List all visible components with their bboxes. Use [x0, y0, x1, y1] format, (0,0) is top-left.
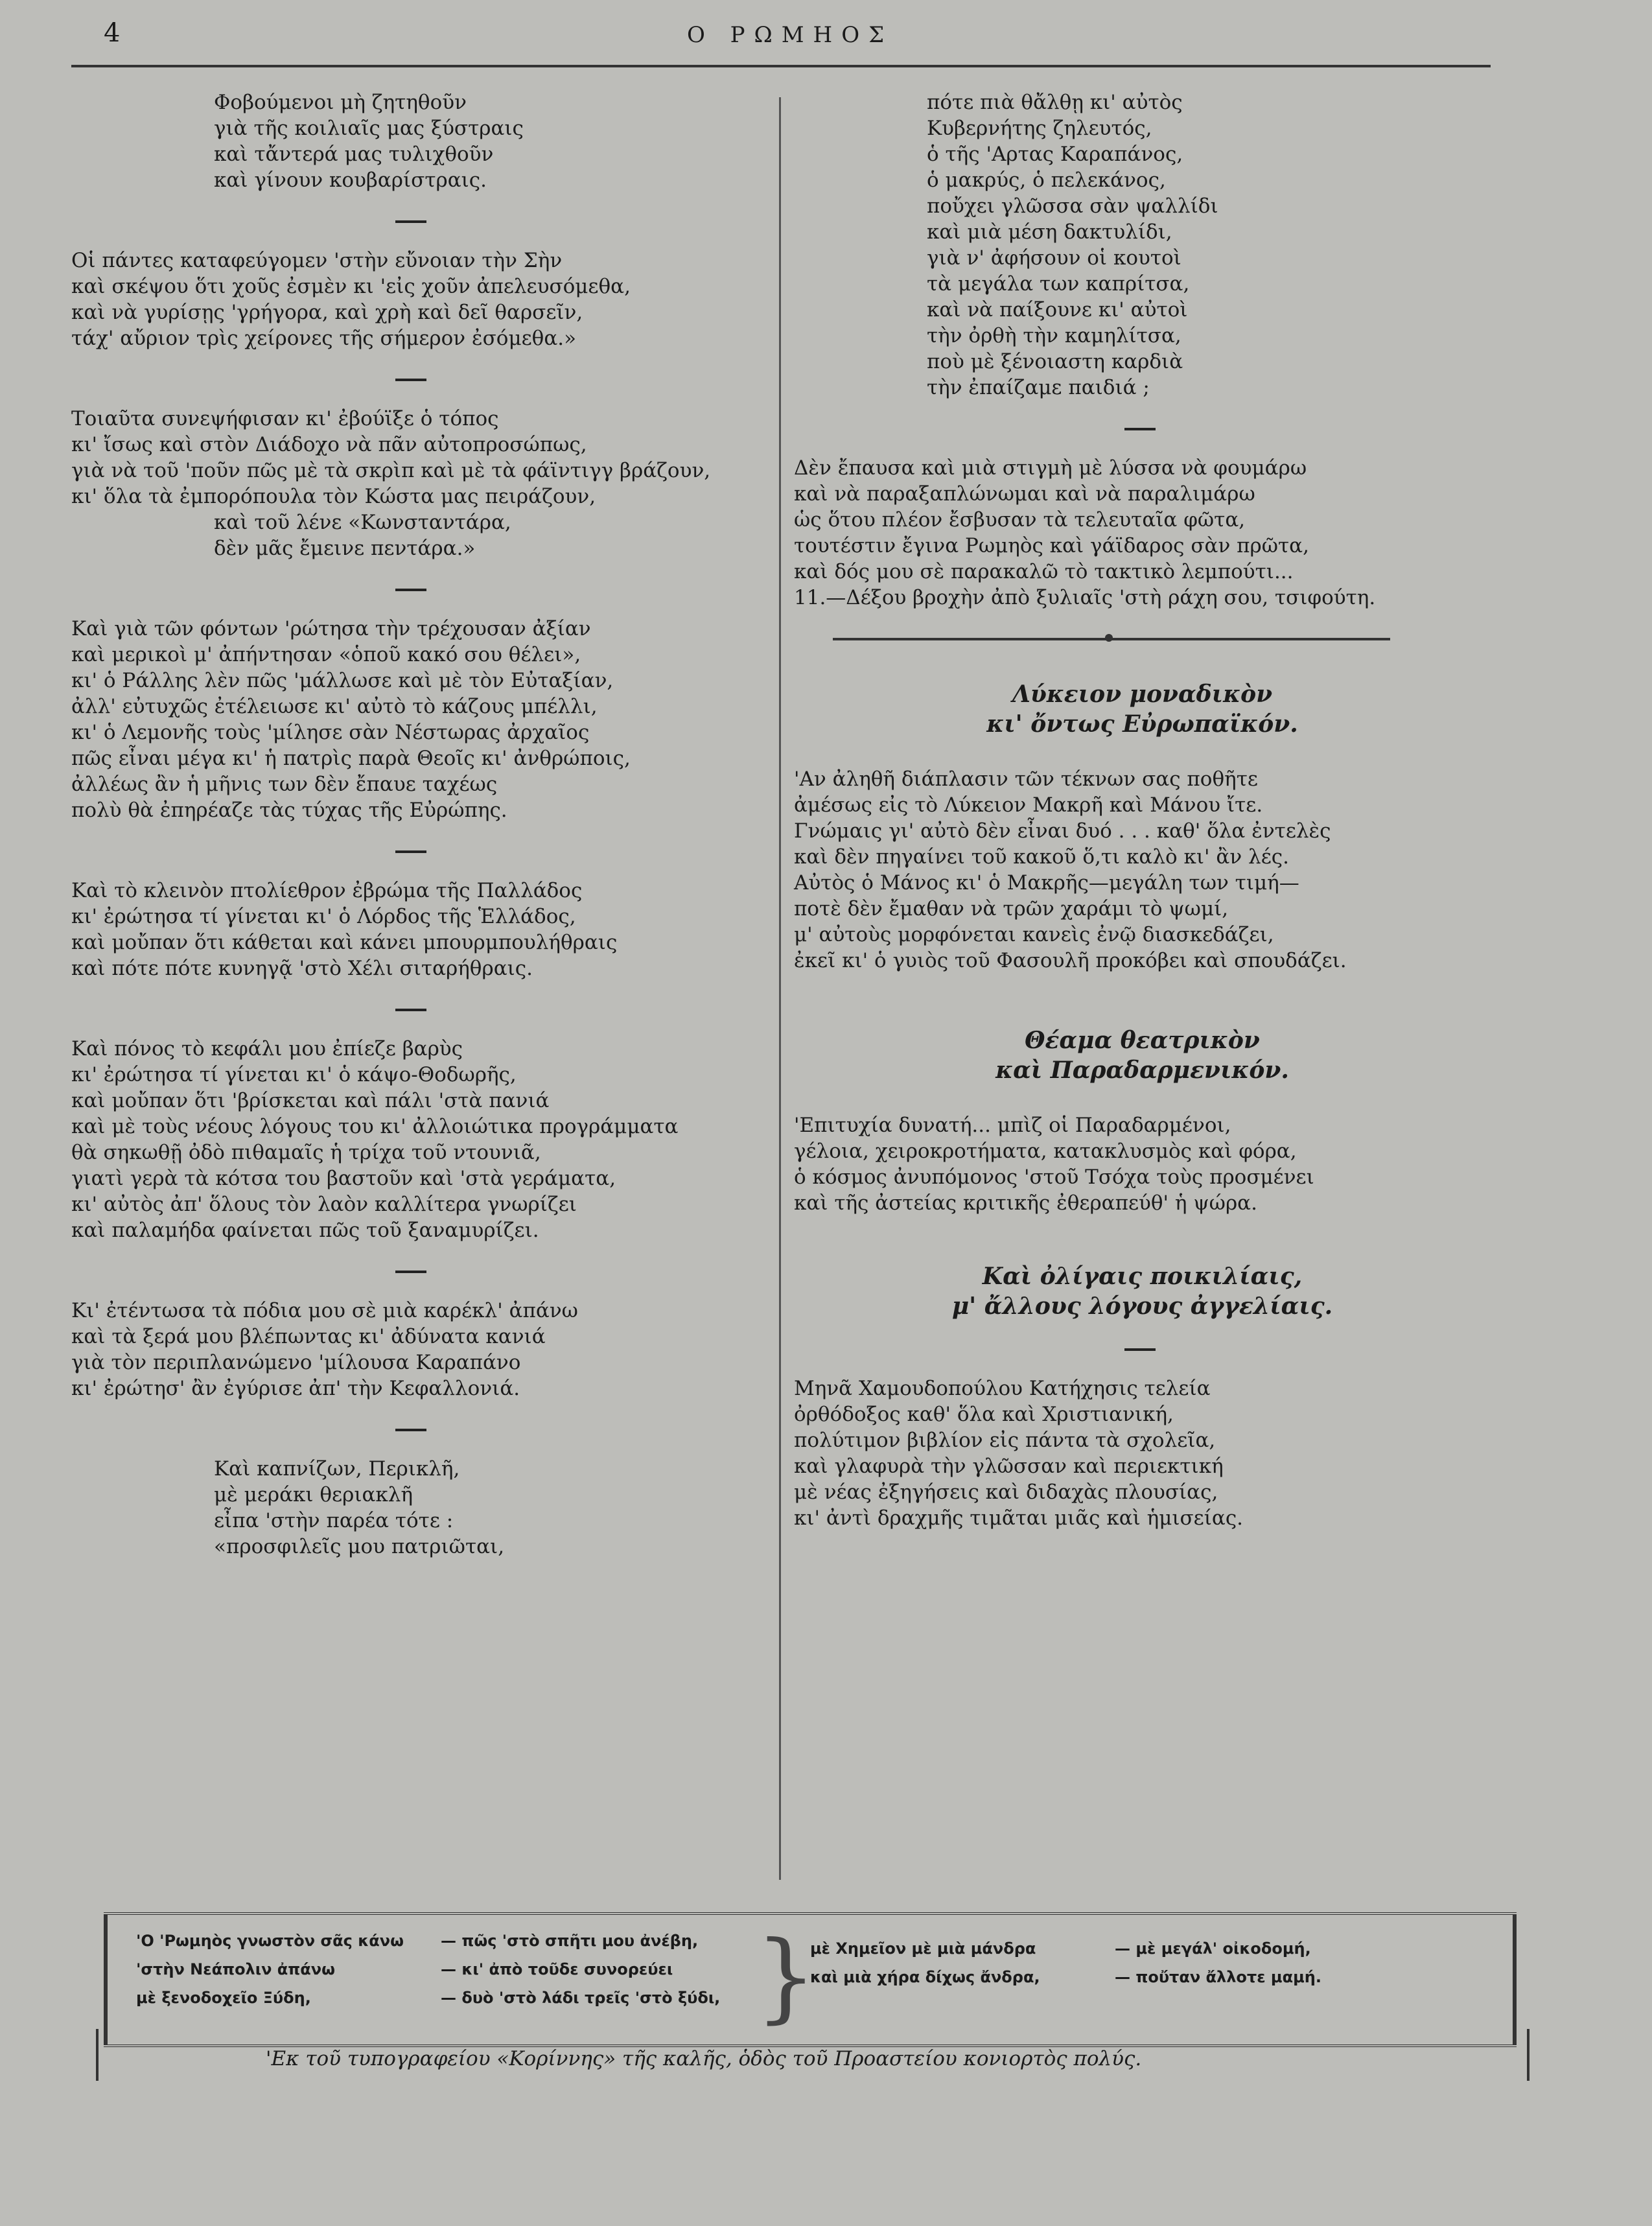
text-line: κι' ἐρώτησα τί γίνεται κι' ὁ Λόρδος τῆς Ἑλλάδος,: [71, 905, 576, 928]
text-line: πῶς εἶναι μέγα κι' ἡ πατρὶς παρὰ Θεοῖς κι' ἀνθρώποις,: [71, 747, 631, 770]
text-line: κι' ἀντὶ δραχμῆς τιμᾶται μιᾶς καὶ ἡμισείας.: [794, 1506, 1244, 1530]
poem-stanza: [71, 1298, 765, 1401]
text-line: Αὐτὸς ὁ Μάνος κι' ὁ Μακρῆς—μεγάλη των τιμή—: [794, 871, 1299, 895]
text-line: τὰ μεγάλα των καπρίτσα,: [927, 272, 1190, 296]
text-line: κι' ὁ Ράλλης λὲν πῶς 'μάλλωσε καὶ μὲ τὸν Εὐταξίαν,: [71, 669, 614, 692]
printer-left-bar: [96, 2029, 99, 2081]
ad-theatre-text: [794, 1112, 1491, 1216]
text-line: Καὶ ὀλίγαις ποικιλίαις,: [982, 1263, 1303, 1290]
text-line: τὴν ὀρθὴ τὴν καμηλίτσα,: [927, 324, 1181, 347]
page-number: 4: [104, 18, 121, 48]
text-line: Καὶ καπνίζων, Περικλῆ,: [214, 1457, 460, 1481]
text-line: Τοιαῦτα συνεψήφισαν κι' ἐβούϊξε ὁ τόπος: [71, 407, 499, 430]
text-line: ὁ κόσμος ἀνυπόμονος 'στοῦ Τσόχα τοὺς προσμένει: [794, 1166, 1314, 1189]
text-line: Οἱ πάντες καταφεύγομεν 'στὴν εὔνοιαν τὴν Σὴν: [71, 249, 563, 272]
ad-lyceum-heading: [794, 679, 1491, 739]
stanza-dash: [395, 379, 426, 381]
text-line: 'Ο 'Ρωμηὸς γνωστὸν σᾶς κάνω: [136, 1932, 404, 1950]
text-line: κι' ἐρώτησα τί γίνεται κι' ὁ κάψο-Θοδωρῆς,: [71, 1063, 517, 1086]
text-line: καὶ μοὔπαν ὅτι 'βρίσκεται καὶ πάλι 'στὰ πανιά: [71, 1089, 550, 1112]
footer-ad-right-b: [1115, 1934, 1321, 1991]
footer-right-bar: [1513, 1915, 1517, 2044]
text-line: κι' ἴσως καὶ στὸν Διάδοχο νὰ πᾶν αὐτοπροσώπως,: [71, 433, 587, 456]
text-line: καὶ σκέψου ὅτι χοῦς ἐσμὲν κι 'εἰς χοῦν ἀπελευσόμεθα,: [71, 275, 631, 298]
poem-ending: [794, 455, 1491, 611]
text-line: Καὶ τὸ κλεινὸν πτολίεθρον ἐβρώμα τῆς Παλλάδος: [71, 879, 583, 902]
text-line: μὲ Χημεῖον μὲ μιὰ μάνδρα: [810, 1939, 1036, 1958]
stanza-dash: [1124, 1348, 1156, 1351]
text-line: ἀλλ' εὐτυχῶς ἐτέλειωσε κι' αὐτὸ τὸ κάζους μπέλλι,: [71, 695, 598, 718]
text-line: γιὰ τῆς κοιλιαῖς μας ξύστραις: [214, 117, 524, 140]
text-line: γιὰ τὸν περιπλανώμενο 'μίλουσα Καραπάνο: [71, 1351, 521, 1374]
text-line: καὶ τὰ ξερά μου βλέπωντας κι' ἀδύνατα κανιά: [71, 1325, 546, 1348]
text-line: πολύτιμον βιβλίον εἰς πάντα τὰ σχολεῖα,: [794, 1429, 1216, 1452]
text-line: καὶ τῆς ἀστείας κριτικῆς ἐθεραπεύθ' ἡ ψώρα.: [794, 1191, 1257, 1215]
text-line: 'Αν ἀληθῆ διάπλασιν τῶν τέκνων σας ποθῆτε: [794, 767, 1258, 791]
text-line: καὶ δὲν πηγαίνει τοῦ κακοῦ ὅ,τι καλὸ κι' ἂν λές.: [794, 845, 1289, 869]
poem-stanza: [71, 1036, 765, 1243]
text-line: Μηνᾶ Χαμουδοπούλου Κατήχησις τελεία: [794, 1377, 1211, 1400]
text-line: καὶ γίνουν κουβαρίστραις.: [214, 169, 487, 192]
poem-stanza: [71, 1456, 765, 1560]
printer-imprint: 'Εκ τοῦ τυπογραφείου «Κορίννης» τῆς καλῆς, ὁδὸς τοῦ Προαστείου κονιορτὸς πολύς.: [266, 2047, 1142, 2070]
right-column: [794, 89, 1491, 1558]
text-line: κι' ὅλα τὰ ἐμπορόπουλα τὸν Κώστα μας πειράζουν,: [71, 485, 596, 508]
text-line: καὶ μὲ τοὺς νέους λόγους του κι' ἀλλοιώτικα προγράμματα: [71, 1115, 679, 1138]
stanza-dash: [395, 1009, 426, 1011]
text-line: μὲ νέας ἐξηγήσεις καὶ διδαχὰς πλουσίας,: [794, 1481, 1218, 1504]
text-line: δὲν μᾶς ἔμεινε πεντάρα.»: [214, 537, 476, 560]
poem-stanza: [71, 616, 765, 823]
masthead-title: Ο ΡΩΜΗΟΣ: [687, 22, 894, 48]
text-line: ποὔχει γλῶσσα σὰν ψαλλίδι: [927, 194, 1218, 218]
text-line: κι' αὐτὸς ἀπ' ὅλους τὸν λαὸν καλλίτερα γνωρίζει: [71, 1193, 577, 1216]
ad-theatre-heading: [794, 1025, 1491, 1085]
text-line: καὶ δός μου σὲ παρακαλῶ τὸ τακτικὸ λεμπούτι...: [794, 560, 1294, 583]
text-line: καὶ παλαμήδα φαίνεται πῶς τοῦ ξαναμυρίζει.: [71, 1219, 539, 1242]
text-line: καὶ μερικοὶ μ' ἀπήντησαν «ὁποῦ κακό σου θέλει»,: [71, 643, 581, 666]
text-line: καὶ γλαφυρὰ τὴν γλῶσσαν καὶ περιεκτική: [794, 1455, 1224, 1478]
ad-misc-heading: [794, 1261, 1491, 1321]
brace-divider: }: [755, 1921, 817, 2033]
footer-ad-left-a: [136, 1927, 404, 2012]
text-line: Κυβερνήτης ζηλευτός,: [927, 117, 1152, 140]
text-line: καὶ πότε πότε κυνηγᾷ 'στὸ Χέλι σιταρήθραις.: [71, 957, 533, 980]
text-line: καὶ τἄντερά μας τυλιχθοῦν: [214, 143, 494, 166]
text-line: πολὺ θὰ ἐπηρέαζε τὰς τύχας τῆς Εὐρώπης.: [71, 799, 507, 822]
text-line: γιατὶ γερὰ τὰ κότσα του βαστοῦν καὶ 'στὰ γεράματα,: [71, 1167, 616, 1190]
poem-stanza: [71, 406, 765, 561]
text-line: θὰ σηκωθῇ ὀδὸ πιθαμαῖς ἡ τρίχα τοῦ ντουνιᾶ,: [71, 1141, 541, 1164]
text-line: κι' ὄντως Εὐρωπαϊκόν.: [986, 710, 1298, 738]
text-line: καὶ νὰ παίξουνε κι' αὐτοὶ: [927, 298, 1188, 322]
text-line: — μὲ μεγάλ' οἰκοδομή,: [1115, 1939, 1311, 1958]
text-line: γέλοια, χειροκροτήματα, κατακλυσμὸς καὶ φόρα,: [794, 1140, 1297, 1163]
poem-continuation: [794, 89, 1491, 401]
text-line: — πῶς 'στὸ σπῆτι μου ἀνέβη,: [441, 1932, 699, 1950]
text-line: ἀμέσως εἰς τὸ Λύκειον Μακρῆ καὶ Μάνου ἴτε.: [794, 793, 1263, 817]
text-line: τάχ' αὔριον τρὶς χείρονες τῆς σήμερον ἐσόμεθα.»: [71, 327, 577, 350]
text-line: ὁ μακρύς, ὁ πελεκάνος,: [927, 169, 1166, 192]
text-line: τὴν ἐπαίζαμε παιδιά ;: [927, 376, 1150, 399]
text-line: κι' ὁ Λεμονῆς τοὺς 'μίλησε σὰν Νέστωρας ἀρχαῖος: [71, 721, 590, 744]
printer-right-bar: [1527, 2029, 1530, 2081]
text-line: — ποὔταν ἄλλοτε μαμή.: [1115, 1968, 1321, 1986]
text-line: καὶ μιὰ χήρα δίχως ἄνδρα,: [810, 1968, 1040, 1986]
column-divider: [779, 97, 781, 1880]
text-line: γιὰ ν' ἀφήσουν οἱ κουτοὶ: [927, 246, 1181, 270]
footer-advertisement: [104, 1912, 1517, 2047]
text-line: κι' ἐρώτησ' ἂν ἐγύρισε ἀπ' τὴν Κεφαλλονιά.: [71, 1377, 520, 1400]
stanza-dash: [395, 220, 426, 223]
left-column: [71, 89, 765, 1587]
text-line: ποτὲ δὲν ἔμαθαν νὰ τρῶν χαράμι τὸ ψωμί,: [794, 897, 1229, 920]
text-line: μὲ ξενοδοχεῖο Ξύδη,: [136, 1989, 311, 2007]
text-line: ἐκεῖ κι' ὁ γυιὸς τοῦ Φασουλῆ προκόβει καὶ σπουδάζει.: [794, 949, 1347, 972]
text-line: Καὶ γιὰ τῶν φόντων 'ρώτησα τὴν τρέχουσαν ἀξίαν: [71, 617, 591, 640]
text-line: μὲ μεράκι θεριακλῆ: [214, 1483, 413, 1506]
text-line: 'στὴν Νεάπολιν ἀπάνω: [136, 1960, 335, 1978]
ad-misc-text: [794, 1376, 1491, 1531]
text-line: καὶ νὰ γυρίσῃς 'γρήγορα, καὶ χρὴ καὶ δεῖ θαρσεῖν,: [71, 301, 583, 324]
text-line: γιὰ νὰ τοῦ 'ποῦν πῶς μὲ τὰ σκρὶπ καὶ μὲ τὰ φάϊντιγγ βράζουν,: [71, 459, 711, 482]
text-line: μ' ἄλλους λόγους ἀγγελίαις.: [951, 1293, 1333, 1320]
footer-left-bar: [104, 1915, 108, 2044]
text-line: 'Επιτυχία δυνατή... μπὶζ οἱ Παραδαρμένοι,: [794, 1114, 1231, 1137]
text-line: ὀρθόδοξος καθ' ὅλα καὶ Χριστιανική,: [794, 1403, 1174, 1426]
text-line: Λύκειον μοναδικὸν: [1012, 681, 1273, 708]
poem-stanza: [71, 89, 765, 193]
text-line: Φοβούμενοι μὴ ζητηθοῦν: [214, 91, 467, 114]
text-line: Γνώμαις γι' αὐτὸ δὲν εἶναι δυό . . . καθ' ὅλα ἐντελὲς: [794, 819, 1331, 843]
text-line: — κι' ἀπὸ τοῦδε συνορεύει: [441, 1960, 673, 1978]
text-line: καὶ μιὰ μέση δακτυλίδι,: [927, 220, 1172, 244]
text-line: καὶ τοῦ λένε «Κωνσταντάρα,: [214, 511, 511, 534]
text-line: «προσφιλεῖς μου πατριῶται,: [214, 1535, 505, 1558]
text-line: Δὲν ἔπαυσα καὶ μιὰ στιγμὴ μὲ λύσσα νὰ φουμάρω: [794, 456, 1307, 480]
text-line: — δυὸ 'στὸ λάδι τρεῖς 'στὸ ξύδι,: [441, 1989, 721, 2007]
stanza-dash: [395, 1429, 426, 1431]
stanza-dash: [395, 589, 426, 591]
text-line: τουτέστιν ἔγινα Ρωμηὸς καὶ γάϊδαρος σὰν πρῶτα,: [794, 534, 1309, 557]
text-line: πότε πιὰ θἄλθῃ κι' αὐτὸς: [927, 91, 1183, 114]
footer-ad-right-a: [810, 1934, 1040, 1991]
text-line: καὶ Παραδαρμενικόν.: [995, 1057, 1289, 1084]
text-line: Κι' ἐτέντωσα τὰ πόδια μου σὲ μιὰ καρέκλ' ἀπάνω: [71, 1299, 578, 1322]
poem-stanza: [71, 878, 765, 981]
text-line: Καὶ πόνος τὸ κεφάλι μου ἐπίεζε βαρὺς: [71, 1037, 463, 1060]
footer-ad-left-b: [441, 1927, 720, 2012]
ad-lyceum-text: [794, 766, 1491, 974]
text-line: ἀλλέως ἂν ἡ μῆνις των δὲν ἔπαυε ταχέως: [71, 773, 498, 796]
top-rule: [71, 65, 1491, 67]
text-line: ποὺ μὲ ξένοιαστη καρδιὰ: [927, 350, 1183, 373]
stanza-dash: [1124, 428, 1156, 430]
ornamental-rule: [833, 638, 1390, 640]
stanza-dash: [395, 1271, 426, 1273]
poem-stanza: [71, 248, 765, 351]
text-line: ὁ τῆς 'Αρτας Καραπάνος,: [927, 143, 1183, 166]
stanza-dash: [395, 850, 426, 853]
text-line: ὡς ὅτου πλέον ἔσβυσαν τὰ τελευταῖα φῶτα,: [794, 508, 1246, 532]
text-line: μ' αὐτοὺς μορφόνεται κανεὶς ἐνῷ διασκεδάζει,: [794, 923, 1274, 946]
text-line: καὶ μοὔπαν ὅτι κάθεται καὶ κάνει μπουρμπουλήθραις: [71, 931, 618, 954]
text-line: εἶπα 'στὴν παρέα τότε :: [214, 1509, 454, 1532]
text-line: 11.—Δέξου βροχὴν ἀπὸ ξυλιαῖς 'στὴ ράχη σου, τσιφούτη.: [794, 586, 1376, 609]
text-line: καὶ νὰ παραξαπλώνωμαι καὶ νὰ παραλιμάρω: [794, 482, 1255, 506]
text-line: Θέαμα θεατρικὸν: [1025, 1027, 1260, 1054]
